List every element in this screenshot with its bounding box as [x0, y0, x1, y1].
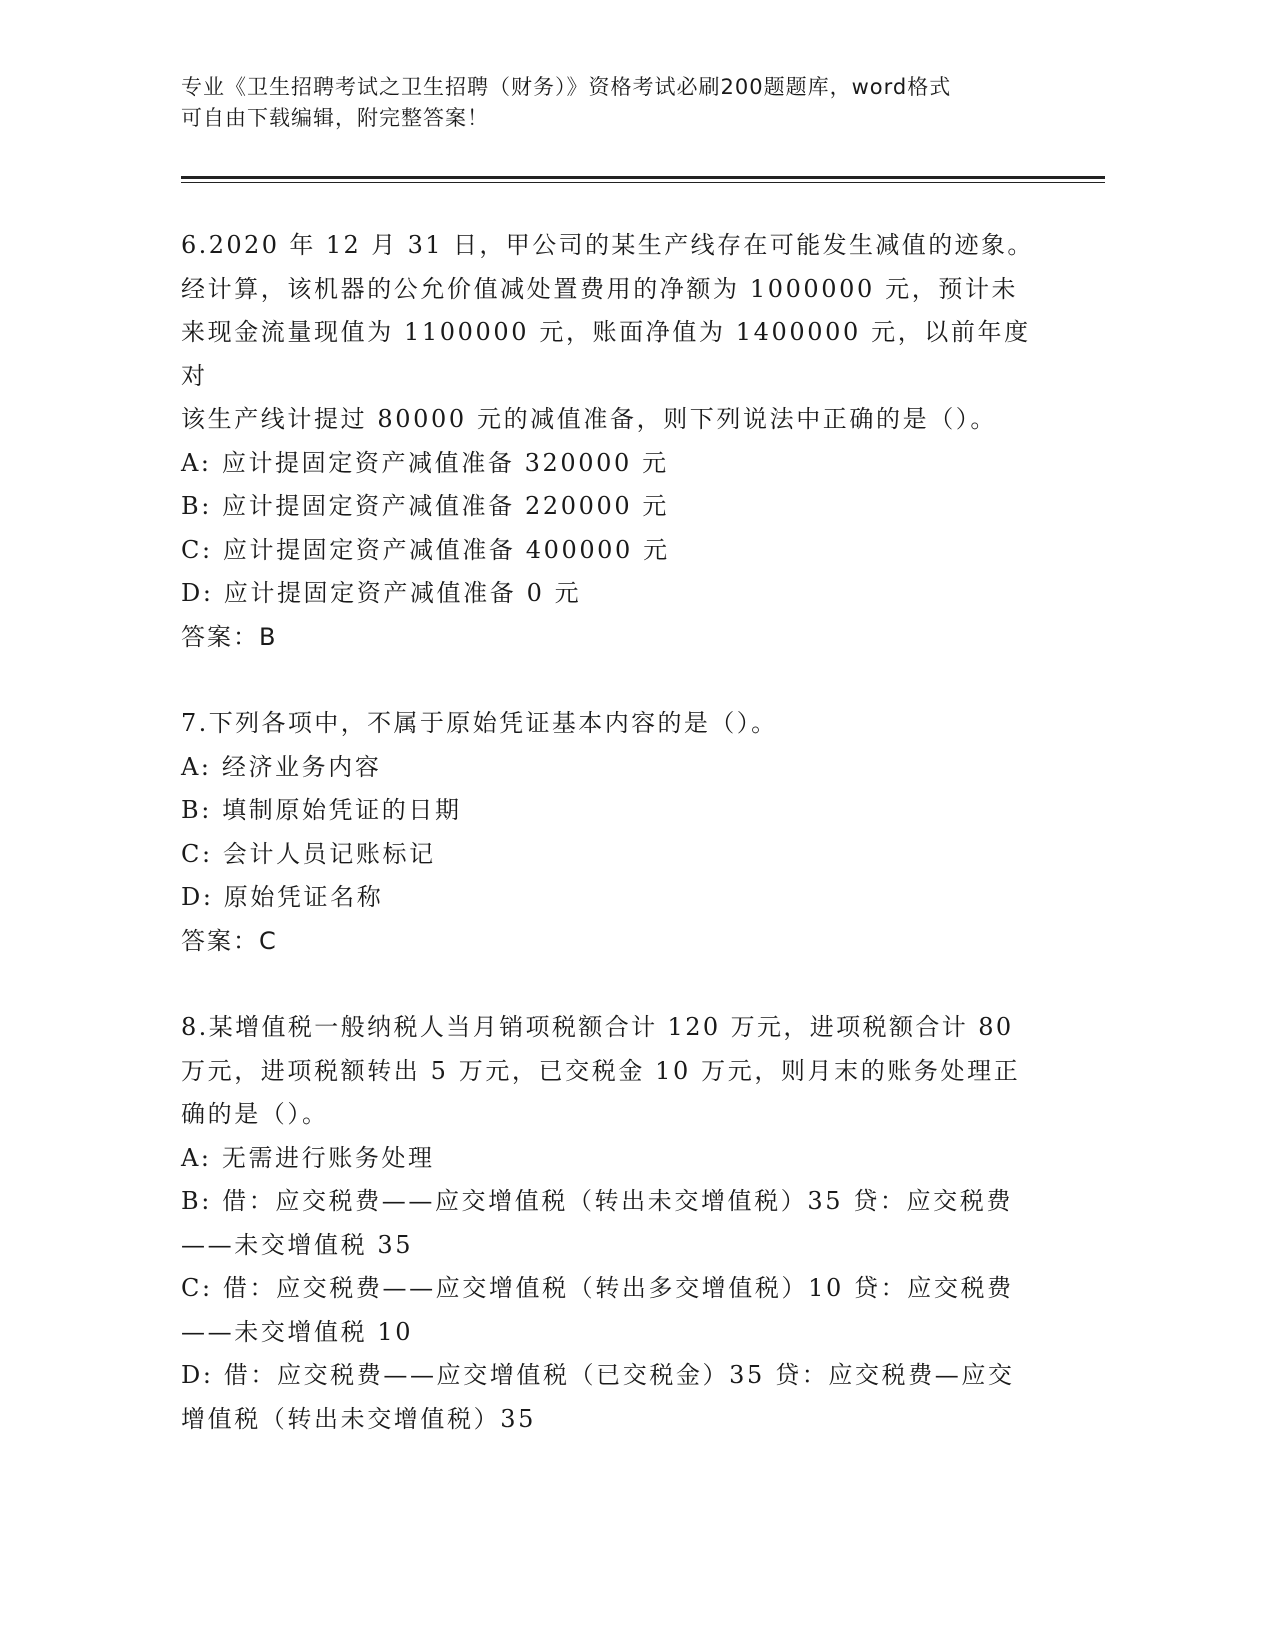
answer-option-line: D: 借：应交税费——应交增值税（已交税金）35 贷：应交税费—应交	[181, 1361, 1015, 1389]
answer-option-line: D: 应计提固定资产减值准备 0 元	[181, 579, 582, 607]
question-stem-line: 来现金流量现值为 1100000 元，账面净值为 1400000 元，以前年度对	[181, 318, 1031, 390]
answer-option	[181, 1180, 1041, 1267]
question-stem-line: 万元，进项税额转出 5 万元，已交税金 10 万元，则月末的账务处理正	[181, 1056, 1021, 1085]
answer-option-line: A: 应计提固定资产减值准备 320000 元	[181, 448, 669, 477]
document-header	[181, 72, 1061, 134]
answer-option	[181, 529, 1041, 573]
header-line: 可自由下载编辑，附完整答案！	[181, 106, 489, 130]
answer-option	[181, 572, 1041, 616]
answer-option-line: C: 会计人员记账标记	[181, 839, 436, 868]
answer-option	[181, 1137, 1041, 1181]
question-block	[181, 702, 1041, 963]
question-stem	[181, 224, 1041, 442]
answer-key: 答案：C	[181, 926, 278, 955]
header-divider	[181, 176, 1105, 179]
question-stem-line: 6.2020 年 12 月 31 日，甲公司的某生产线存在可能发生减值的迹象。	[181, 231, 1034, 259]
answer-option	[181, 1354, 1041, 1441]
answer-key: 答案：B	[181, 622, 278, 651]
question-list	[181, 224, 1041, 1484]
question-stem	[181, 702, 1041, 746]
answer-option-line: B: 填制原始凭证的日期	[181, 796, 462, 824]
question-block	[181, 224, 1041, 659]
answer-option	[181, 789, 1041, 833]
answer-option-line: D: 原始凭证名称	[181, 883, 384, 911]
question-stem-line: 8.某增值税一般纳税人当月销项税额合计 120 万元，进项税额合计 80	[181, 1013, 1014, 1041]
question-stem-line: 该生产线计提过 80000 元的减值准备，则下列说法中正确的是（）。	[181, 405, 998, 433]
question-stem-line: 确的是（）。	[181, 1100, 329, 1128]
answer-option-line: A: 经济业务内容	[181, 752, 382, 781]
answer-option	[181, 442, 1041, 486]
question-block	[181, 1006, 1041, 1441]
question-stem-line: 7.下列各项中，不属于原始凭证基本内容的是（）。	[181, 709, 778, 737]
answer-option-line: ——未交增值税 10	[181, 1317, 414, 1346]
answer-option	[181, 485, 1041, 529]
question-stem	[181, 1006, 1041, 1137]
header-line: 专业《卫生招聘考试之卫生招聘（财务）》资格考试必刷200题题库，word格式	[181, 75, 952, 99]
answer-option-line: ——未交增值税 35	[181, 1230, 414, 1259]
answer-option	[181, 876, 1041, 920]
answer-option	[181, 833, 1041, 877]
answer-option-line: B: 应计提固定资产减值准备 220000 元	[181, 492, 670, 520]
question-stem-line: 经计算，该机器的公允价值减处置费用的净额为 1000000 元，预计未	[181, 274, 1019, 303]
answer-option	[181, 1267, 1041, 1354]
header-divider-thin	[181, 182, 1105, 183]
answer-option-line: B: 借：应交税费——应交增值税（转出未交增值税）35 贷：应交税费	[181, 1187, 1013, 1215]
answer-option-line: C: 借：应交税费——应交增值税（转出多交增值税）10 贷：应交税费	[181, 1274, 1014, 1302]
answer-option-line: A: 无需进行账务处理	[181, 1143, 435, 1172]
answer-option	[181, 746, 1041, 790]
answer-option-line: C: 应计提固定资产减值准备 400000 元	[181, 535, 670, 564]
answer-option-line: 增值税（转出未交增值税）35	[181, 1404, 536, 1433]
